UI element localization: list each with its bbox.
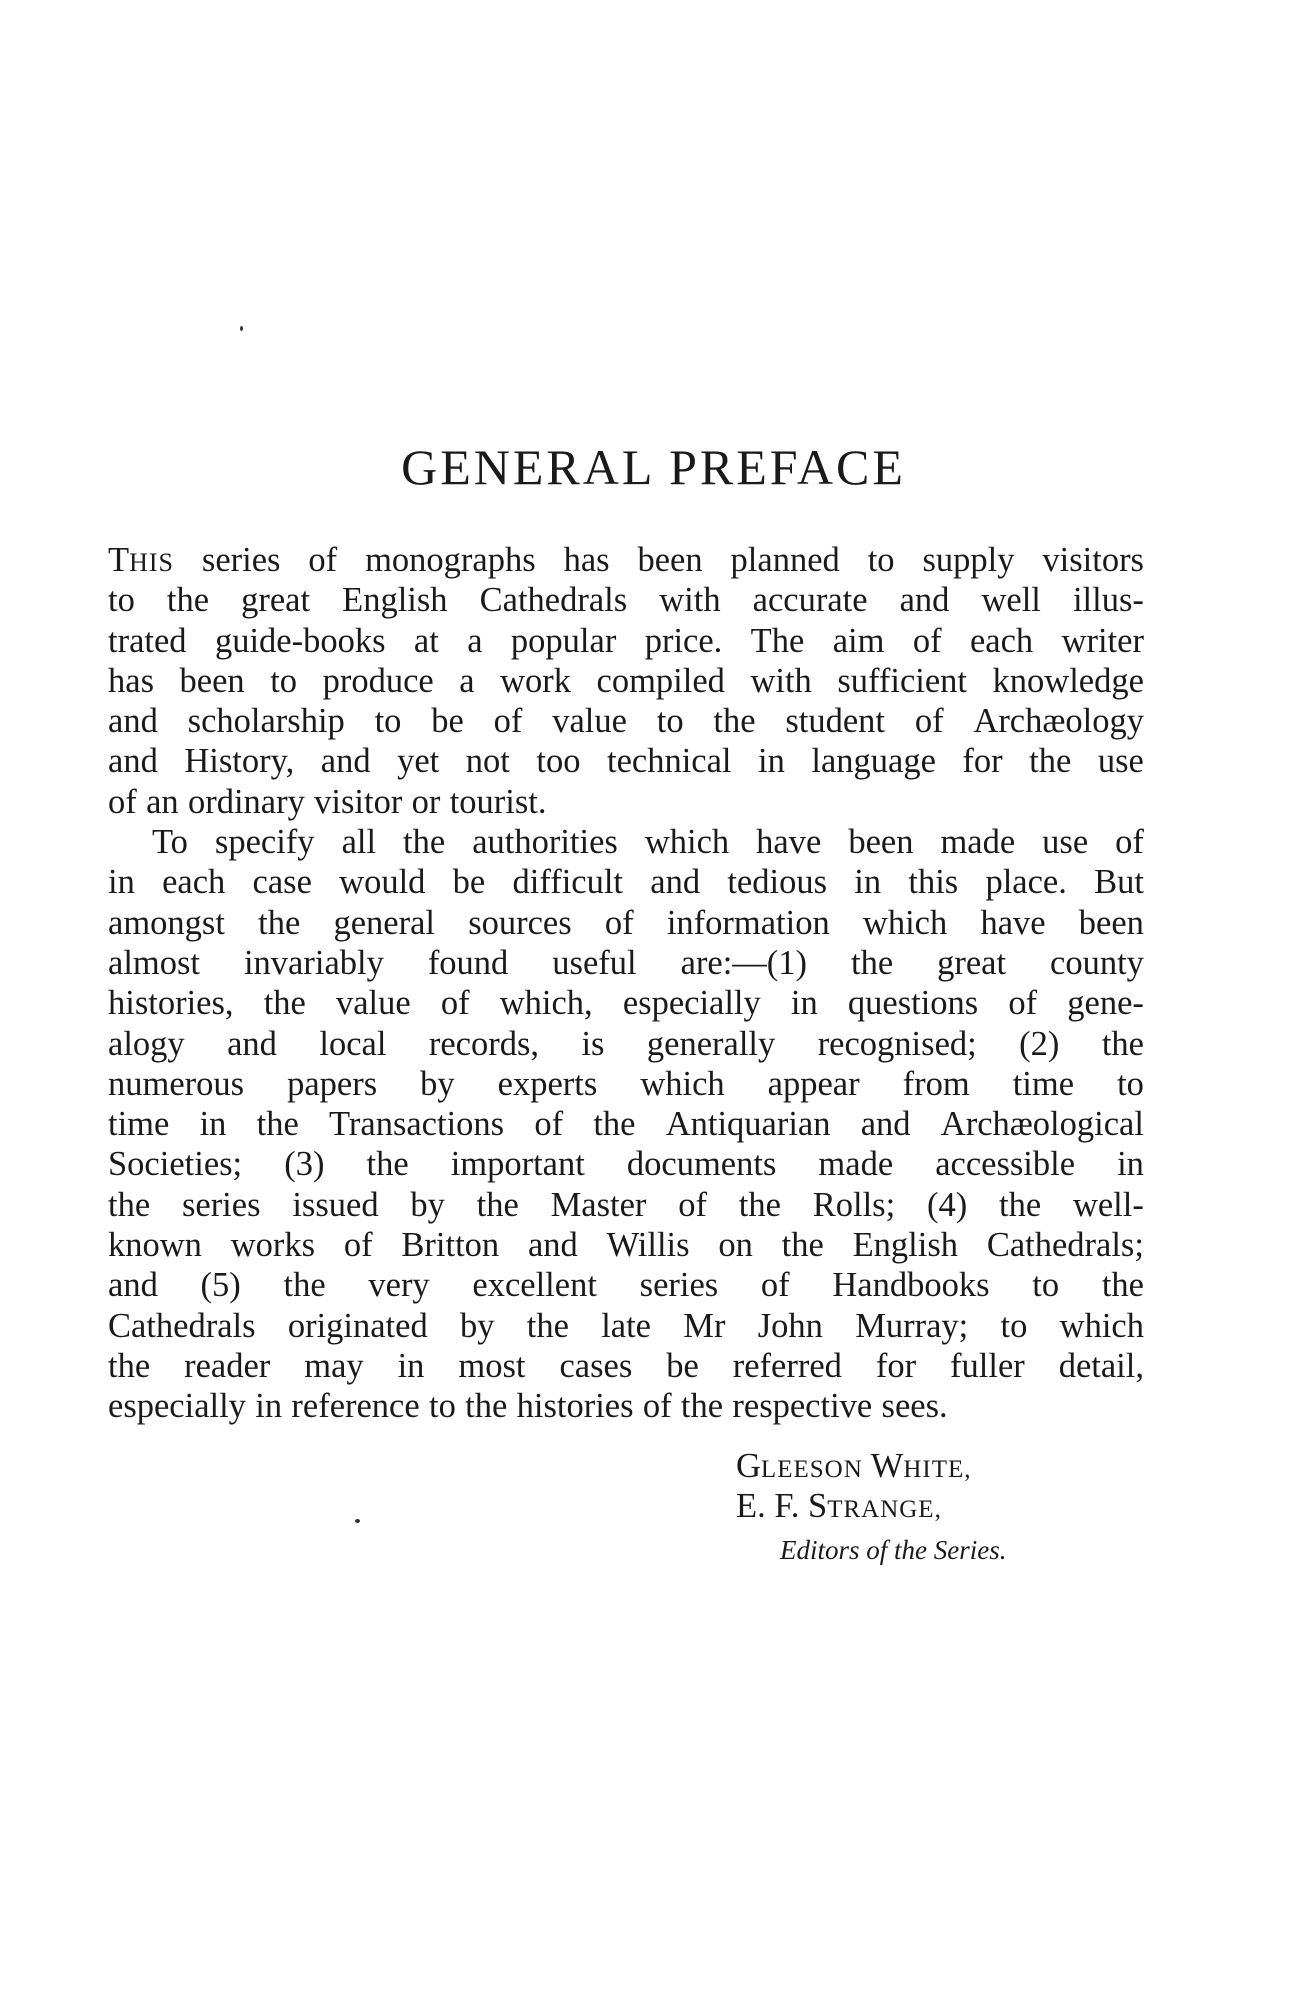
word: Cathedrals <box>479 581 628 620</box>
name-smallcaps: TRANGE, <box>827 1496 942 1523</box>
signature-name-2 <box>736 1486 1006 1526</box>
text-line <box>108 1064 1144 1104</box>
word: fuller <box>950 1346 1025 1385</box>
word: very <box>368 1266 430 1305</box>
signature-name-1 <box>736 1446 1006 1486</box>
word: which <box>640 1064 725 1103</box>
word: to <box>1117 1064 1144 1103</box>
paragraph-1 <box>108 540 1144 822</box>
word: value <box>335 984 411 1023</box>
word: originated <box>287 1306 428 1345</box>
word: would <box>339 863 426 902</box>
page-title: GENERAL PREFACE <box>401 439 906 495</box>
word: especially <box>622 984 761 1023</box>
word: the <box>738 1185 781 1224</box>
word: visitor <box>314 782 403 821</box>
word: guide-books <box>214 621 386 660</box>
word: to <box>270 661 298 700</box>
word: use <box>1042 823 1089 862</box>
word: of <box>678 1185 707 1224</box>
word: for <box>962 742 1003 781</box>
text-line <box>108 983 1144 1023</box>
name-smallcaps: LEESON <box>760 1456 863 1483</box>
word: to <box>108 581 135 620</box>
word: the <box>263 984 306 1023</box>
word: and <box>108 702 158 741</box>
text-line <box>108 943 1144 983</box>
word: the <box>108 1346 151 1385</box>
word: numerous <box>108 1064 245 1103</box>
text-line <box>108 903 1144 943</box>
word: The <box>750 621 805 660</box>
word: in <box>255 1387 283 1426</box>
word: a <box>467 621 483 660</box>
word: reference <box>291 1387 420 1426</box>
word: John <box>757 1306 823 1345</box>
word: to <box>656 702 684 741</box>
word: To <box>152 823 188 862</box>
word: invariably <box>243 943 384 982</box>
text-line <box>108 1024 1144 1064</box>
word: and <box>650 863 701 902</box>
paragraph-2 <box>108 822 1144 1426</box>
word: not <box>465 742 510 781</box>
word: of <box>440 984 470 1023</box>
word: time <box>1012 1064 1075 1103</box>
word: to <box>1000 1306 1028 1345</box>
text-line <box>108 1185 1144 1225</box>
word: knowledge <box>992 661 1144 700</box>
word: the <box>1101 1266 1144 1305</box>
word: technical <box>606 742 732 781</box>
text-line <box>108 782 1144 822</box>
word: by <box>410 1185 445 1224</box>
word: the <box>366 1145 409 1184</box>
word: on <box>718 1226 753 1265</box>
word: most <box>458 1346 526 1385</box>
word: recognised; <box>817 1024 977 1063</box>
name-smallcaps: HITE, <box>903 1456 972 1483</box>
word: and <box>527 1226 578 1265</box>
word: language <box>811 742 936 781</box>
word: series <box>181 1185 261 1224</box>
word: Master <box>550 1185 647 1224</box>
word: which <box>1059 1306 1144 1345</box>
word: series <box>201 541 281 579</box>
word: is <box>581 1024 605 1063</box>
text-line <box>108 1346 1144 1386</box>
word: tedious <box>727 863 828 902</box>
text-line <box>108 701 1144 741</box>
word: excellent <box>472 1266 597 1305</box>
word: the <box>593 1105 636 1144</box>
word: and <box>899 581 950 620</box>
word: each <box>969 621 1034 660</box>
word: compiled <box>596 661 725 700</box>
signature-editors: Editors of the Series. <box>780 1535 1007 1565</box>
word: accurate <box>752 581 868 620</box>
word: produce <box>322 661 434 700</box>
word: (2) <box>1019 1024 1060 1063</box>
word: alogy <box>108 1024 185 1063</box>
word: of <box>308 541 338 579</box>
word: in <box>790 984 818 1023</box>
word: detail, <box>1058 1346 1144 1385</box>
word: Antiquarian <box>665 1105 831 1144</box>
word: been <box>1078 903 1144 942</box>
word: and <box>860 1105 911 1144</box>
word: of <box>604 903 634 942</box>
word: histories <box>516 1387 634 1426</box>
word: series <box>639 1266 719 1305</box>
word: be <box>452 863 486 902</box>
word: questions <box>847 984 979 1023</box>
text-line <box>108 822 1144 862</box>
name-initial: W <box>870 1447 904 1485</box>
word: and <box>108 742 158 781</box>
word: (5) <box>200 1266 241 1305</box>
word: useful <box>552 943 637 982</box>
word: too <box>536 742 581 781</box>
word: has <box>108 661 154 700</box>
word: of <box>912 621 942 660</box>
word: specify <box>214 823 315 862</box>
word: cases <box>559 1346 633 1385</box>
word: value <box>552 702 627 741</box>
word: an <box>146 782 179 821</box>
word: of <box>534 1105 564 1144</box>
text-line <box>108 862 1144 902</box>
word: each <box>162 863 226 902</box>
text-line <box>108 540 1144 580</box>
text-line <box>108 1386 1144 1426</box>
text-line <box>108 1306 1144 1346</box>
word: of <box>1115 823 1144 862</box>
word: the <box>781 1226 824 1265</box>
word: the <box>999 1185 1042 1224</box>
word: the <box>166 581 210 620</box>
word: the <box>476 1185 519 1224</box>
word: for <box>875 1346 917 1385</box>
word: been <box>848 823 914 862</box>
word: the <box>680 1387 724 1426</box>
word: Britton <box>401 1226 500 1265</box>
word: the <box>283 1266 326 1305</box>
word: case <box>252 863 312 902</box>
word: sources <box>468 903 572 942</box>
word: Transactions <box>329 1105 505 1144</box>
word: experts <box>497 1064 598 1103</box>
word: to <box>374 702 402 741</box>
word: work <box>500 661 571 700</box>
text-line <box>108 1265 1144 1305</box>
word: sufficient <box>837 661 967 700</box>
word: the <box>526 1306 569 1345</box>
word: supply <box>922 541 1015 579</box>
word: this <box>908 863 959 902</box>
word: all <box>341 823 377 862</box>
word: in <box>758 742 785 781</box>
word: local <box>319 1024 387 1063</box>
word: the <box>256 1105 299 1144</box>
word: information <box>666 903 830 942</box>
word: the <box>713 702 756 741</box>
word: important <box>450 1145 585 1184</box>
word: sees. <box>881 1387 948 1426</box>
word: Willis <box>606 1226 690 1265</box>
word: of <box>108 782 137 821</box>
word: place. <box>985 863 1067 902</box>
word: of <box>493 702 523 741</box>
word: writer <box>1061 621 1144 660</box>
word: county <box>1050 943 1144 982</box>
word: which <box>862 903 948 942</box>
word: which, <box>499 984 593 1023</box>
word: in <box>397 1346 425 1385</box>
word: in <box>854 863 882 902</box>
preface-body <box>108 540 1144 1427</box>
word: trated <box>108 621 187 660</box>
word: almost <box>108 943 200 982</box>
word: popular <box>510 621 617 660</box>
name-initials: E. F. <box>736 1487 800 1525</box>
text-line <box>108 741 1144 781</box>
word: to <box>1032 1266 1060 1305</box>
word: monographs <box>365 541 536 579</box>
text-line <box>108 661 1144 701</box>
word: the <box>1101 1024 1144 1063</box>
word: in <box>108 863 135 902</box>
text-line <box>108 580 1144 620</box>
word: appear <box>767 1064 860 1103</box>
word: the <box>258 903 301 942</box>
word: of <box>760 1266 790 1305</box>
scan-speck <box>240 326 243 331</box>
word: the <box>1029 742 1072 781</box>
word: and <box>108 1266 158 1305</box>
word: great <box>937 943 1007 982</box>
word: histories, <box>108 984 234 1023</box>
word: general <box>333 903 435 942</box>
word: Societies; <box>108 1145 243 1184</box>
name-initial: G <box>736 1447 761 1485</box>
word: tourist. <box>449 782 547 821</box>
text-line <box>108 1104 1144 1144</box>
name-initial: S <box>808 1487 828 1525</box>
small-caps-word: THIS <box>108 541 174 579</box>
word: Cathedrals <box>108 1306 256 1345</box>
text-line <box>108 1144 1144 1184</box>
word: and <box>227 1024 277 1063</box>
word: Archæological <box>940 1105 1144 1144</box>
word: from <box>902 1064 970 1103</box>
word: issued <box>292 1185 379 1224</box>
word: (4) <box>926 1185 968 1224</box>
word: reader <box>184 1346 271 1385</box>
word: are:—(1) <box>680 943 808 982</box>
word: records, <box>428 1024 539 1063</box>
word: documents <box>626 1145 777 1184</box>
word: time <box>108 1105 170 1144</box>
signature-block <box>736 1446 1006 1570</box>
word: the <box>108 1185 151 1224</box>
word: of <box>1008 984 1038 1023</box>
word: illus- <box>1072 581 1144 620</box>
word: with <box>750 661 812 700</box>
word: great <box>241 581 311 620</box>
word: have <box>980 903 1046 942</box>
word: But <box>1094 863 1144 902</box>
word: scholarship <box>187 702 345 741</box>
word: Murray; <box>855 1306 969 1345</box>
word: may <box>304 1346 364 1385</box>
word: planned <box>730 541 840 579</box>
text-line <box>108 1225 1144 1265</box>
word: been <box>179 661 245 700</box>
word: well <box>981 581 1041 620</box>
word: visitors <box>1042 541 1144 579</box>
word: Handbooks <box>832 1266 990 1305</box>
word: student <box>785 702 886 741</box>
word: of <box>343 1226 373 1265</box>
word: with <box>659 581 721 620</box>
word: by <box>459 1306 495 1345</box>
word: English <box>852 1226 959 1265</box>
word: amongst <box>108 903 225 942</box>
word: works <box>230 1226 316 1265</box>
word: the <box>850 943 894 982</box>
word: (3) <box>284 1145 325 1184</box>
word: referred <box>732 1346 842 1385</box>
word: Cathedrals; <box>986 1226 1144 1265</box>
word: English <box>342 581 448 620</box>
word: ordinary <box>187 782 305 821</box>
word: late <box>601 1306 651 1345</box>
word: by <box>420 1064 455 1103</box>
word: to <box>429 1387 456 1426</box>
word: made <box>818 1145 894 1184</box>
word: to <box>867 541 895 579</box>
word: Mr <box>683 1306 726 1345</box>
word: a <box>459 661 475 700</box>
word: History, <box>184 742 295 781</box>
word: the <box>403 823 446 862</box>
word: in <box>199 1105 227 1144</box>
word: of <box>642 1387 672 1426</box>
word: difficult <box>512 863 624 902</box>
word: well- <box>1072 1185 1144 1224</box>
word: and <box>320 742 371 781</box>
word: price. <box>644 621 723 660</box>
word: found <box>427 943 509 982</box>
word: authorities <box>472 823 618 862</box>
word: known <box>108 1226 202 1265</box>
word: which <box>644 823 730 862</box>
word: in <box>1117 1145 1144 1184</box>
word: Rolls; <box>812 1185 896 1224</box>
word: especially <box>108 1387 246 1426</box>
word: accessible <box>935 1145 1076 1184</box>
word: aim <box>832 621 885 660</box>
word: be <box>431 702 464 741</box>
scan-speck <box>355 1519 360 1523</box>
word: of <box>914 702 944 741</box>
text-line <box>108 621 1144 661</box>
word: use <box>1097 742 1144 781</box>
word: respective <box>732 1387 873 1426</box>
word: papers <box>287 1064 378 1103</box>
word: has <box>563 541 610 579</box>
word: Archæology <box>973 702 1144 741</box>
word: at <box>413 621 439 660</box>
word: or <box>411 782 441 821</box>
word: have <box>756 823 822 862</box>
word: yet <box>397 742 440 781</box>
word: gene- <box>1067 984 1144 1023</box>
word: been <box>637 541 703 579</box>
word: be <box>666 1346 699 1385</box>
word: made <box>940 823 1016 862</box>
word: generally <box>646 1024 776 1063</box>
word: the <box>465 1387 508 1426</box>
